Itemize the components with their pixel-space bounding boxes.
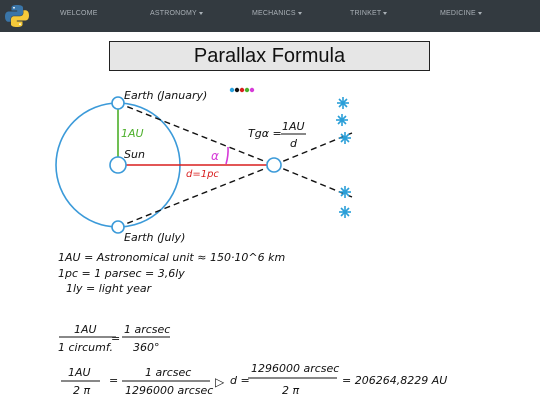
definition-light-year: 1ly = light year: [66, 282, 152, 295]
formula2-d-equals: d =: [230, 374, 250, 387]
nav-trinket-label: TRINKET: [350, 10, 382, 17]
page-title: Parallax Formula: [193, 44, 346, 67]
formula2-denominator-1: 2 π: [73, 384, 91, 397]
formula2-numerator-2: 1 arcsec: [145, 366, 192, 379]
definition-parsec: 1pc = 1 parsec = 3,6ly: [58, 267, 185, 280]
earth-january-label: Earth (January): [124, 89, 208, 102]
formula2-denominator-3: 2 π: [282, 384, 300, 397]
formula1-denominator-right: 360°: [133, 341, 160, 354]
distance-label: d=1pc: [186, 169, 219, 180]
background-stars: [336, 97, 351, 218]
formula2-numerator-1: 1AU: [68, 366, 91, 379]
implies-arrow-icon: ▷: [215, 375, 225, 389]
star-icon: [337, 97, 349, 109]
nav-astronomy-label: ASTRONOMY: [150, 10, 197, 17]
earth-july-label: Earth (July): [124, 231, 186, 244]
tg-prefix: Tgα =: [248, 127, 282, 140]
formula2-result: = 206264,8229 AU: [342, 374, 448, 387]
star-icon: [339, 206, 351, 218]
formula1-equals: =: [111, 332, 121, 345]
formula1-denominator-left: 1 circumf.: [58, 341, 114, 354]
sun-label: Sun: [124, 148, 145, 161]
earth-january: [112, 97, 124, 109]
formula2-equals: =: [109, 374, 119, 387]
nav-welcome-label: WELCOME: [60, 10, 98, 17]
target-star: [267, 158, 281, 172]
nav-mechanics-label: MECHANICS: [252, 10, 296, 17]
earth-july: [112, 221, 124, 233]
au-label: 1AU: [121, 127, 144, 140]
definition-au: 1AU = Astronomical unit ≈ 150·10^6 km: [58, 251, 286, 264]
angle-symbol: α: [211, 149, 219, 163]
star-icon: [336, 114, 348, 126]
formula2-numerator-3: 1296000 arcsec: [251, 362, 340, 375]
formula1-numerator-right: 1 arcsec: [124, 323, 171, 336]
tg-numerator: 1AU: [282, 120, 305, 133]
color-dots-icon: [230, 88, 254, 92]
angle-arc: [226, 147, 228, 164]
formula2-denominator-2: 1296000 arcsec: [125, 384, 214, 397]
formula1-numerator-left: 1AU: [74, 323, 97, 336]
nav-medicine-label: MEDICINE: [440, 10, 476, 17]
tg-denominator: d: [290, 137, 297, 150]
